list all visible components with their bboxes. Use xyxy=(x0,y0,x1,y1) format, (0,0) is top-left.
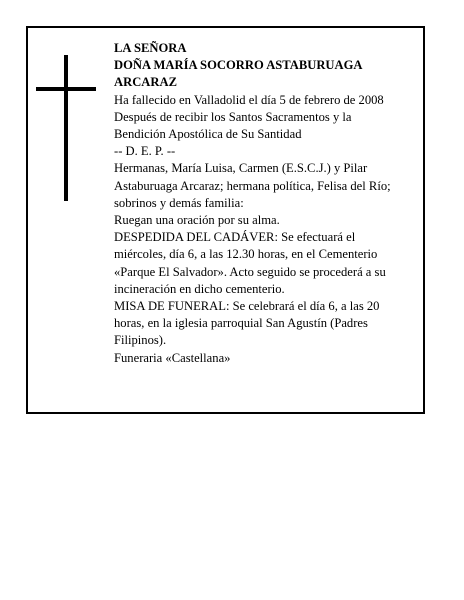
family-line-3: sobrinos y demás familia: xyxy=(114,195,244,210)
funeral-home-line: Funeraria «Castellana» xyxy=(114,350,231,365)
farewell-line-4: incineración en dicho cementerio. xyxy=(114,281,285,296)
title-line: LA SEÑORA xyxy=(114,41,187,55)
obituary-notice xyxy=(26,26,425,414)
death-date-line: Ha fallecido en Valladolid el día 5 de febrero de 2008 xyxy=(114,92,384,107)
funeral-mass-line-3: Filipinos). xyxy=(114,333,167,348)
rip-line: -- D. E. P. -- xyxy=(114,144,176,159)
sacraments-line-1: Después de recibir los Santos Sacramentos y la xyxy=(114,109,352,124)
funeral-mass-line-2: horas, en la iglesia parroquial San Agustín (Padres xyxy=(114,316,368,331)
deceased-name-line-2: ARCARAZ xyxy=(114,75,177,90)
deceased-name-line-1: DOÑA MARÍA SOCORRO ASTABURUAGA xyxy=(114,58,363,73)
cross-vertical-bar xyxy=(64,55,68,201)
farewell-line-1: DESPEDIDA DEL CADÁVER: Se efectuará el xyxy=(114,230,356,245)
notice-text-block xyxy=(114,40,419,367)
prayer-request-line: Ruegan una oración por su alma. xyxy=(114,213,280,228)
family-line-2: Astaburuaga Arcaraz; hermana política, Felisa del Río; xyxy=(114,178,391,193)
cross-horizontal-bar xyxy=(36,87,96,91)
funeral-mass-line-1: MISA DE FUNERAL: Se celebrará el día 6, a las 20 xyxy=(114,299,380,314)
latin-cross-icon xyxy=(36,55,96,201)
sacraments-line-2: Bendición Apostólica de Su Santidad xyxy=(114,127,302,142)
farewell-line-3: «Parque El Salvador». Acto seguido se procederá a su xyxy=(114,264,386,279)
farewell-line-2: miércoles, día 6, a las 12.30 horas, en el Cementerio xyxy=(114,247,378,262)
family-line-1: Hermanas, María Luisa, Carmen (E.S.C.J.) y Pilar xyxy=(114,161,368,176)
